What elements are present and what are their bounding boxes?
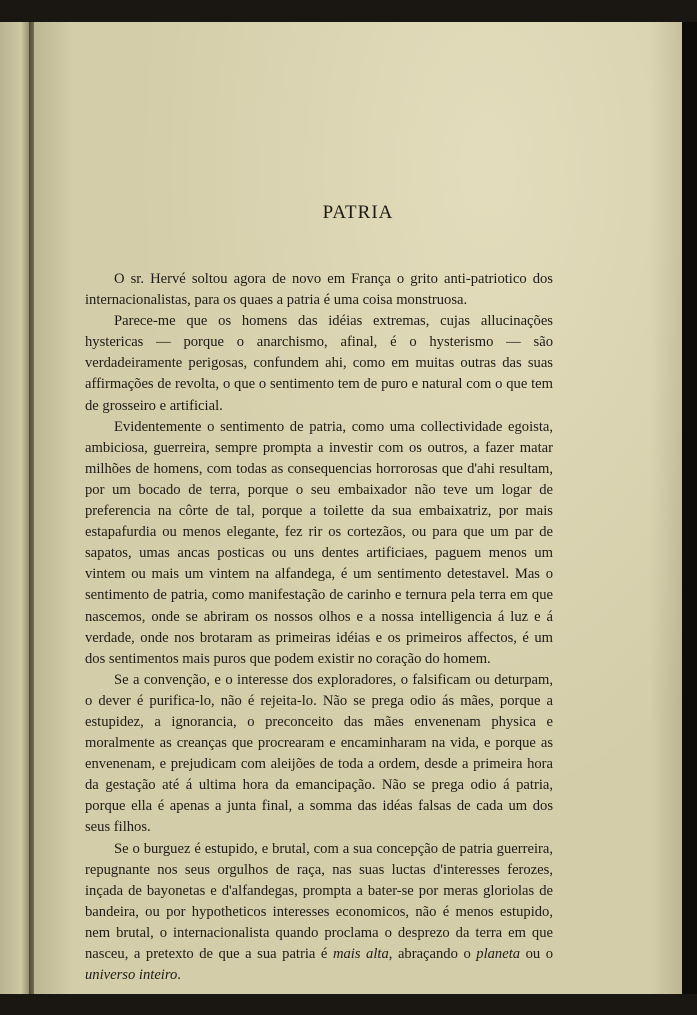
emphasis-planeta: planeta — [476, 946, 521, 962]
book-page — [34, 22, 682, 994]
final-segment: , abraçando o — [388, 946, 477, 962]
scan-border — [682, 22, 697, 994]
paragraph-final — [85, 839, 553, 987]
paragraph-final-lead: Se o burguez é estupido, e brutal, com a sua concepção de patria guerreira, repugnante nos seus orgulhos de raça, nas suas luctas d'interesses ferozes, inçada de bayonetas e d'alfandegas, prompta a bater-se por meras gloriolas de bandeira, ou por hypotheticos interesses economicos, não é menos estupido, nem brutal, o internacionalista quando proclama o desprezo da terra em que nasceu, a pretexto de que a sua patria é — [85, 840, 553, 962]
paragraph: Parece-me que os homens das idéias extremas, cujas allucinações hystericas — porque o anarchismo, afinal, é o hysterismo — são verdadeiramente perigosas, confundem ahi, como em muitas outras das suas affirmações de revolta, o que o sentimento tem de puro e natural com o que tem de grosseiro e artificial. — [85, 313, 553, 414]
final-segment: ou o — [520, 946, 554, 962]
paragraph: Se a convenção, e o interesse dos exploradores, o falsificam ou deturpam, o dever é purifica-lo, não é rejeita-lo. Não se prega odio ás mães, porque a estupidez, a ignorancia, o preconceito das mães envenenam physica e moralmente as creanças que procrearam e encaminharam na vida, e porque as envenenam, e prejudicam com aleijões de toda a ordem, desde a primeira hora da gestação até á ultima hora da emancipação. Não se prega odio á patria, porque ella é apenas a junta final, a somma das idéas falsas de cada um dos seus filhos. — [85, 671, 553, 836]
body-text — [85, 269, 553, 986]
emphasis-universo-inteiro: universo inteiro — [85, 967, 178, 984]
paragraph: Evidentemente o sentimento de patria, como uma collectividade egoista, ambiciosa, guerreira, sempre prompta a investir com os outros, a fazer matar milhões de homens, com todas as consequencias horrorosas que d'ahi resultam, por um bocado de terra, porque o seu embaixador não teve um logar de preferencia na côrte de tal, porque a toilette da sua embaixatriz, por mais estapafurdia ou menos elegante, fez rir os cortezãos, ou para que um par de sapatos, umas ancas posticas ou uns dentes artificiaes, paguem menos um vintem ou mais um vintem na alfandega, é um sentimento detestavel. Mas o sentimento de patria, como manifestação de carinho e ternura pela terra em que nascemos, onde se abriram os nossos olhos e a nossa intelligencia á luz e á verdade, onde nos brotaram as primeiras idéias e os primeiros affectos, é um dos sentimentos mais puros que podem existir no coração do homem. — [85, 418, 553, 667]
emphasis-mais-alta: mais alta — [332, 946, 389, 962]
final-segment: . — [177, 967, 181, 984]
left-page-edge — [0, 22, 30, 994]
chapter-title: PATRIA — [322, 202, 394, 223]
paragraph: O sr. Hervé soltou agora de novo em França o grito anti-patriotico dos internacionalistas, para os quaes a patria é uma coisa monstruosa. — [85, 271, 553, 309]
